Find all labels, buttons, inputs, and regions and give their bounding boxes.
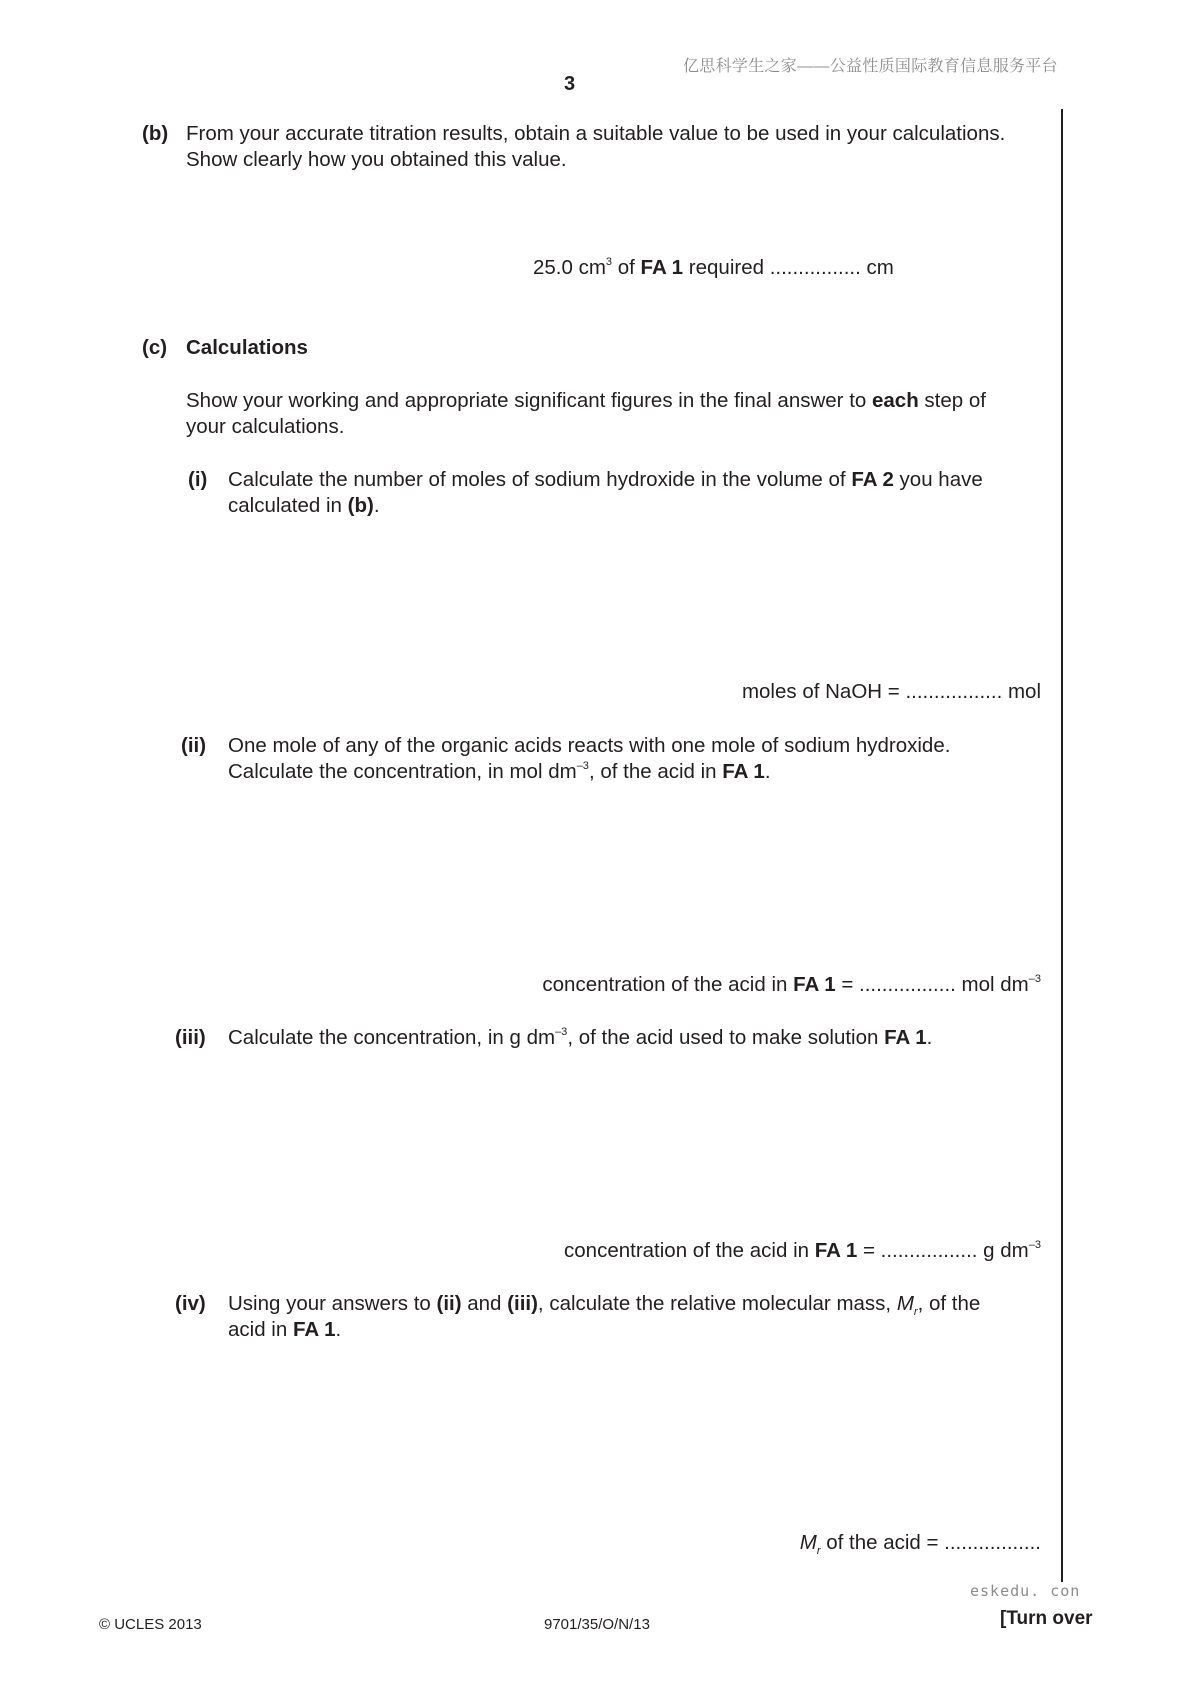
paper-code: 9701/35/O/N/13 (544, 1616, 650, 1633)
part-c-heading: Calculations (186, 336, 308, 359)
part-b-line1: From your accurate titration results, obtain a suitable value to be used in your calculations. (186, 122, 1006, 145)
part-b-label: (b) (142, 122, 169, 145)
part-c-i-line1: Calculate the number of moles of sodium hydroxide in the volume of FA 2 you have (228, 468, 983, 491)
part-c-iii-line1: Calculate the concentration, in g $dm^{-3}$, of the acid used to make solution FA 1. (228, 1026, 933, 1049)
part-c-iii-label: (iii) (175, 1026, 206, 1049)
part-c-iii-answer-line: concentration of the acid in FA 1 = ................. g $dm^{-3}$ (564, 1239, 1041, 1262)
copyright-text: © UCLES 2013 (99, 1616, 202, 1633)
part-c-iv-label: (iv) (175, 1292, 206, 1315)
page-number: 3 (564, 73, 576, 95)
part-c-iv-answer-line: $M_r$ of the acid = ................. (799, 1531, 1041, 1558)
part-c-ii-line2: Calculate the concentration, in mol $dm^{-3}$, of the acid in FA 1. (228, 760, 771, 783)
watermark-text: 亿思科学生之家——公益性质国际教育信息服务平台 (683, 58, 1058, 75)
part-c-i-line2: calculated in (b). (228, 494, 380, 517)
part-c-label: (c) (142, 336, 168, 359)
turn-over-text: [Turn over (1000, 1608, 1093, 1629)
part-c-ii-line1: One mole of any of the organic acids reacts with one mole of sodium hydroxide. (228, 734, 951, 757)
part-c-intro-line2: your calculations. (186, 415, 345, 438)
part-c-i-answer-line: moles of NaOH = ................. mol (741, 680, 1041, 703)
site-watermark: eskedu. con (970, 1582, 1081, 1600)
part-c-i-label: (i) (188, 468, 208, 491)
part-c-ii-label: (ii) (181, 734, 207, 757)
part-c-iv-line1: Using your answers to (ii) and (iii), calculate the relative molecular mass, $M_r$, of the (228, 1292, 981, 1319)
part-c-ii-answer-line: concentration of the acid in FA 1 = ................. mol $dm^{-3}$ (542, 973, 1041, 996)
part-b-answer-line: 25.0 $cm^3$ of FA 1 required ................ cm (533, 256, 894, 279)
part-c-iv-line2: acid in FA 1. (228, 1318, 342, 1341)
part-b-line2: Show clearly how you obtained this value. (186, 148, 567, 171)
part-c-intro-line1: Show your working and appropriate significant figures in the final answer to each step of (186, 389, 986, 412)
margin-rule (1061, 109, 1063, 1582)
